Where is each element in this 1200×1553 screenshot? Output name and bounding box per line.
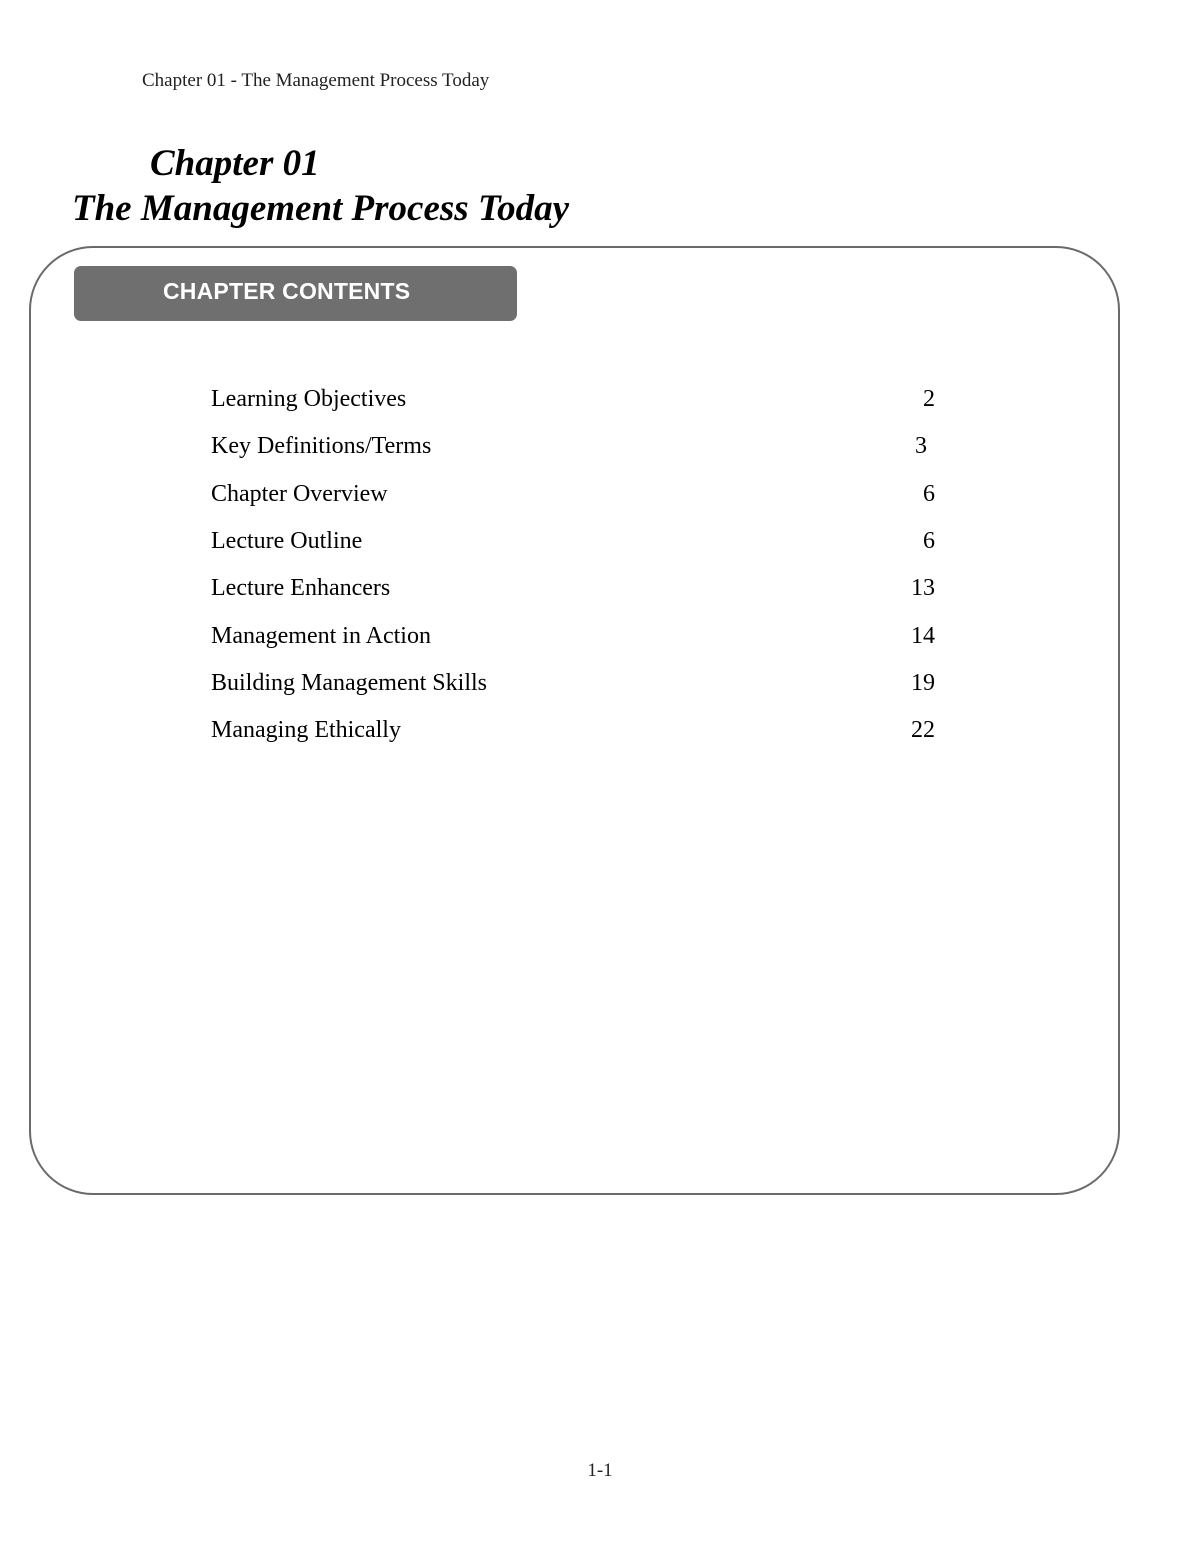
contents-banner-label: CHAPTER CONTENTS (163, 278, 411, 304)
toc-item-page: 14 (911, 622, 935, 649)
toc-item-chapter-overview[interactable] (211, 471, 935, 518)
toc-item-page: 13 (911, 575, 935, 602)
toc-item-label: Chapter Overview (211, 480, 388, 507)
contents-banner (74, 266, 517, 321)
toc-item-learning-objectives[interactable] (211, 376, 935, 423)
toc-item-page: 6 (923, 528, 935, 555)
toc-item-page: 2 (923, 386, 935, 413)
toc-item-page: 22 (911, 717, 935, 744)
toc-item-page: 3 (915, 433, 927, 460)
toc-item-building-management-skills[interactable] (211, 660, 935, 707)
toc-item-label: Lecture Outline (211, 528, 363, 555)
toc-item-page: 19 (911, 669, 935, 696)
toc-item-label: Building Management Skills (211, 669, 487, 696)
toc-item-management-in-action[interactable] (211, 612, 935, 659)
toc-item-label: Management in Action (211, 622, 431, 649)
chapter-title: The Management Process Today (72, 188, 570, 229)
toc-item-label: Key Definitions/Terms (211, 433, 432, 460)
toc-item-label: Managing Ethically (211, 717, 401, 744)
toc-item-label: Learning Objectives (211, 386, 407, 413)
toc-item-page: 6 (923, 480, 935, 507)
page-number: 1-1 (587, 1460, 613, 1481)
table-of-contents (211, 376, 935, 754)
running-header: Chapter 01 - The Management Process Today (142, 70, 490, 91)
toc-item-lecture-outline[interactable] (211, 518, 935, 565)
chapter-number-title: Chapter 01 (150, 143, 320, 184)
toc-item-lecture-enhancers[interactable] (211, 565, 935, 612)
toc-item-label: Lecture Enhancers (211, 575, 391, 602)
toc-item-key-definitions[interactable] (211, 423, 935, 470)
toc-item-managing-ethically[interactable] (211, 707, 935, 754)
